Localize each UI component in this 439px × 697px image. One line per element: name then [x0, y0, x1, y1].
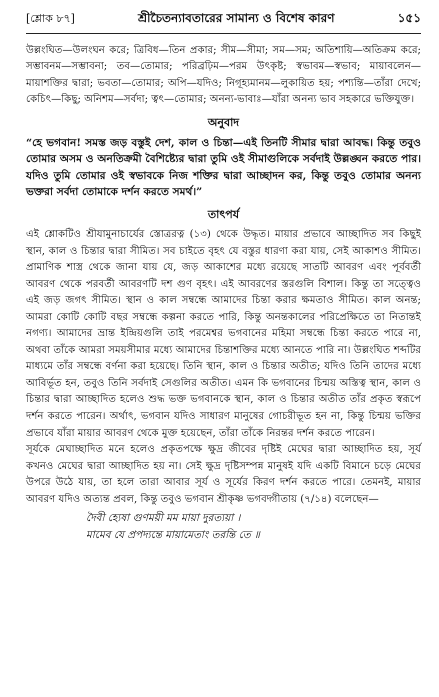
translation-heading: অনুবাদ	[207, 115, 240, 129]
sanskrit-verse	[26, 510, 421, 544]
verse-line: মামেব যে প্রপদ্যন্তে মায়ামেতাং তরন্তি তে ॥	[86, 529, 260, 542]
word-meanings: উল্লংঘিত—উলংঘন করে; ত্রিবিধ—তিন প্রকার; সীম—সীমা; সম—সম; অতিশায়ি—অতিক্রম করে; সম্ভাবনম—সম্ভাবনা; তব—তোমার; পরিব্রঢ়িম—পরম উৎকৃষ্ট; স্বভাবম—স্বভাব; মায়াবলেন—মায়াশক্তির দ্বারা; ভবতা—তোমার; অপি—যদিও; নিগূহ্যমানম—লুকায়িত হয়; পশ্যন্তি—তাঁরা দেখে; কেচিৎ—কিছু; অনিশম—সর্বদা; ত্বৎ—তোমার; অনন্য-ভাবাঃ—যাঁরা অনন্য ভাব সহকারে ভক্তিযুক্ত।	[26, 45, 421, 106]
verse-reference: [শ্লোক ৮৭]	[26, 12, 75, 25]
verse-line: দৈবী হ্যেষা গুণময়ী মম মায়া দুরত্যয়া ।	[86, 512, 241, 525]
purport-paragraph: সূর্যকে মেঘাচ্ছাদিত মনে হলেও প্রকৃতপক্ষে ক্ষুদ্র জীবের দৃষ্টিই মেঘের দ্বারা আচ্ছাদিত হয়, সূর্য কখনও মেঘের দ্বারা আচ্ছাদিত হয় না। সেই ক্ষুদ্র দৃষ্টিসম্পন্ন মানুষই যদি একটি বিমানে চড়ে মেঘের উপরে উঠে যায়, তা হলে তারা আবার সূর্য ও সূর্যের কিরণ দর্শন করতে পারে। তেমনই, মায়ার আবরণ যদিও অত্যন্ত প্রবল, কিন্তু তবুও ভগবান শ্রীকৃষ্ণ ভগবদ্গীতায় (৭/১৪) বলেছেন—	[26, 444, 421, 505]
page-header	[26, 10, 421, 34]
purport-body	[26, 227, 421, 508]
chapter-title: শ্রীচৈতন্যাবতারের সামান্য ও বিশেষ কারণ	[138, 11, 335, 25]
translation-text: “হে ভগবান! সমস্ত জড় বস্তুই দেশ, কাল ও চিন্তা—এই তিনটি সীমার দ্বারা আবদ্ধ। কিন্তু তবুও তোমার অসম ও অনতিক্রমী বৈশিষ্ট্যের দ্বারা তুমি ওই সীমাগুলিকে সর্বদাই উল্লঙ্ঘন করতে পার। যদিও তুমি তোমার ওই স্বভাবকে নিজ শক্তির দ্বারা আচ্ছাদন কর, কিন্তু তবুও তোমার অনন্য ভক্তরা সর্বদা তোমাকে দর্শন করতে সমর্থ।”	[26, 136, 421, 199]
page-number: ১৫১	[397, 11, 421, 25]
purport-heading: তাৎপর্য	[207, 208, 240, 221]
purport-paragraph: এই শ্লোকটিও শ্রীযামুনাচার্যের স্তোত্ররত্ন (১৩) থেকে উদ্ধৃত। মায়ার প্রভাবে আচ্ছাদিত সব কিছুই স্থান, কাল ও চিন্তার দ্বারা সীমিত। সব চাইতে বৃহৎ যে বস্তুর ধারণা করা যায়, সেই আকাশও সীমিত। প্রামাণিক শাস্ত্র থেকে জানা যায় যে, জড় আকাশের মধ্যে রয়েছে সাতটি আবরণ এবং পূর্ববর্তী আবরণ থেকে পরবর্তী আবরণটি দশ গুণ বৃহৎ। এই আবরণের স্তরগুলি বিশাল। কিন্তু তা সত্ত্বেও এই জড় জগৎ সীমিত। স্থান ও কাল সম্বন্ধে আমাদের চিন্তা করার ক্ষমতাও সীমিত। কাল অনন্ত; আমরা কোটি কোটি বছর সম্বন্ধে কল্পনা করতে পারি, কিন্তু অনন্তকালের পরিপ্রেক্ষিতে তা নিতান্তই নগণ্য। আমাদের ভ্রান্ত ইন্দ্রিয়গুলি তাই পরমেশ্বর ভগবানের মহিমা সম্বন্ধে চিন্তা করতে পারে না, অথবা তাঁকে আমরা সময়সীমার মধ্যে আমাদের চিন্তাশক্তির মধ্যে আনতে পারি না। উল্লংঘিত শব্দটির মাধ্যমে তাঁর সম্বন্ধে বর্ণনা করা হয়েছে। তিনি স্থান, কাল ও চিন্তার অতীত; যদিও তিনি তাদের মধ্যে আবির্ভূত হন, তবুও তিনি সর্বদাই সেগুলির অতীত। এমন কি ভগবানের চিন্ময় অস্তিত্ব স্থান, কাল ও চিন্তার দ্বারা আচ্ছাদিত হলেও শুদ্ধ ভক্ত ভগবানকে স্থান, কাল ও চিন্তার অতীত তাঁর প্রকৃত স্বরূপে দর্শন করতে পারেন। অর্থাৎ, ভগবান যদিও সাধারণ মানুষের গোচরীভূত হন না, কিন্তু চিন্ময় ভক্তির প্রভাবে যাঁরা মায়ার আবরণ থেকে মুক্ত হয়েছেন, তাঁরা তাঁকে নিরন্তর দর্শন করতে পারেন।	[26, 229, 421, 439]
